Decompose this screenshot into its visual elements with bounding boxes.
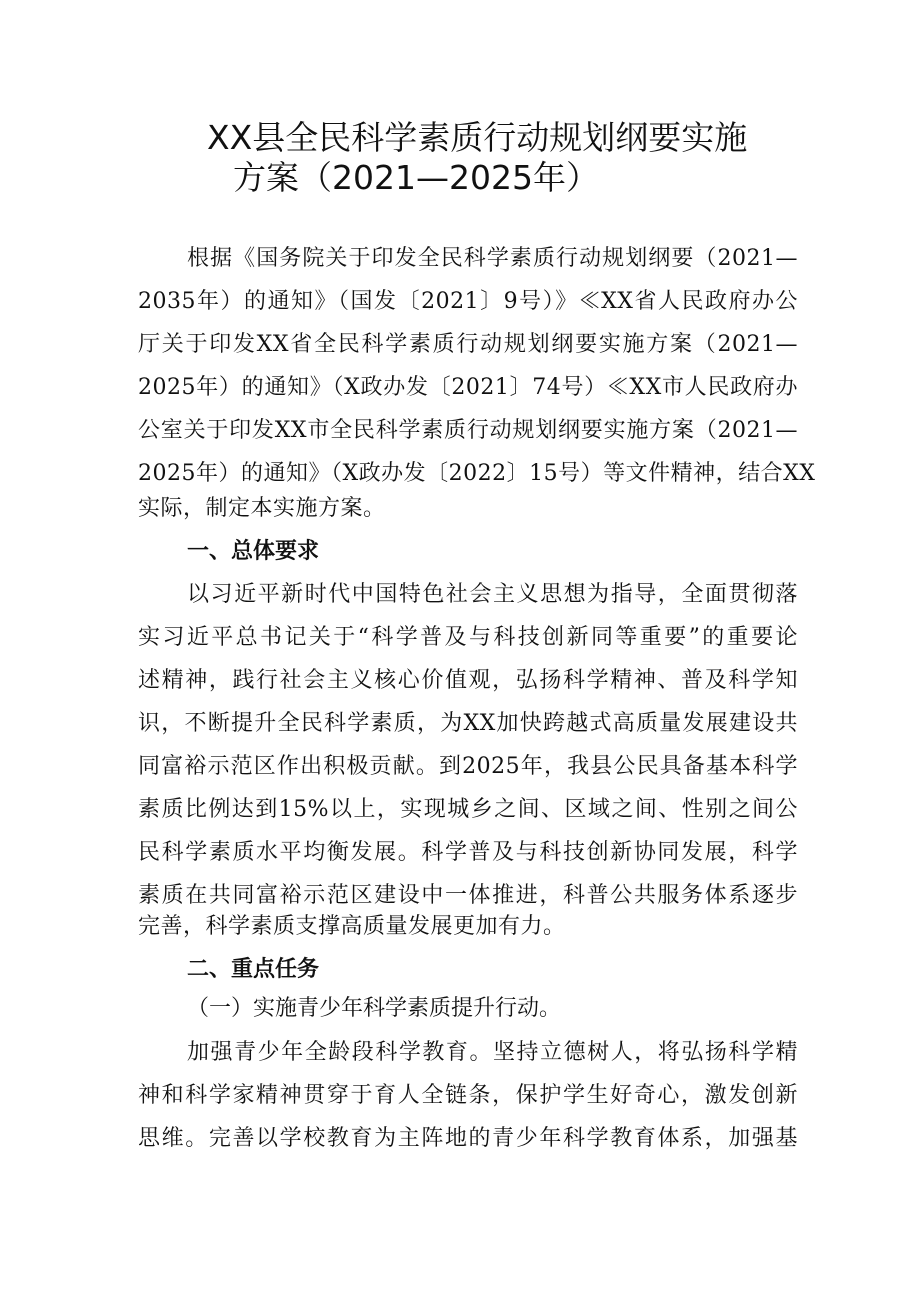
intro-line: 根据《国务院关于印发全民科学素质行动规划纲要（2021— — [187, 246, 798, 271]
section1-line: 素质比例达到15%以上，实现城乡之间、区域之间、性别之间公 — [138, 797, 798, 822]
subsection1-line: 神和科学家精神贯穿于育人全链条，保护学生好奇心，激发创新 — [138, 1083, 798, 1108]
section1-line: 完善，科学素质支撑高质量发展更加有力。 — [138, 914, 566, 939]
subsection1-line: 加强青少年全龄段科学教育。坚持立德树人，将弘扬科学精 — [187, 1040, 798, 1065]
intro-line: 实际，制定本实施方案。 — [138, 496, 386, 521]
intro-line: 2025年）的通知》（X政办发〔2022〕15号）等文件精神，结合XX — [138, 461, 816, 486]
section1-line: 实习近平总书记关于“科学普及与科技创新同等重要”的重要论 — [138, 625, 798, 650]
section1-line: 述精神，践行社会主义核心价值观，弘扬科学精神、普及科学知 — [138, 668, 798, 693]
section1-line: 素质在共同富裕示范区建设中一体推进，科普公共服务体系逐步 — [138, 883, 798, 908]
intro-line: 2035年）的通知》（国发〔2021〕9号）》≪XX省人民政府办公 — [138, 289, 798, 314]
subsection-heading: （一）实施青少年科学素质提升行动。 — [187, 996, 562, 1021]
section1-line: 识，不断提升全民科学素质，为XX加快跨越式高质量发展建设共 — [138, 711, 798, 736]
section1-line: 民科学素质水平均衡发展。科学普及与科技创新协同发展，科学 — [138, 840, 798, 865]
section1-line: 同富裕示范区作出积极贡献。到2025年，我县公民具备基本科学 — [138, 754, 798, 779]
subsection1-line: 思维。完善以学校教育为主阵地的青少年科学教育体系，加强基 — [138, 1126, 798, 1151]
intro-line: 2025年）的通知》（X政办发〔2021〕74号）≪XX市人民政府办 — [138, 375, 798, 400]
intro-line: 公室关于印发XX市全民科学素质行动规划纲要实施方案（2021— — [138, 418, 798, 443]
document-title-line-2: 方案（2021—2025年） — [233, 158, 599, 197]
section-heading-key-tasks: 二、重点任务 — [187, 957, 320, 982]
document-title-line-1: XX县全民科学素质行动规划纲要实施 — [207, 118, 748, 157]
section1-line: 以习近平新时代中国特色社会主义思想为指导，全面贯彻落 — [187, 582, 798, 607]
section-heading-overall-requirements: 一、总体要求 — [187, 539, 320, 564]
intro-line: 厅关于印发XX省全民科学素质行动规划纲要实施方案（2021— — [138, 332, 798, 357]
